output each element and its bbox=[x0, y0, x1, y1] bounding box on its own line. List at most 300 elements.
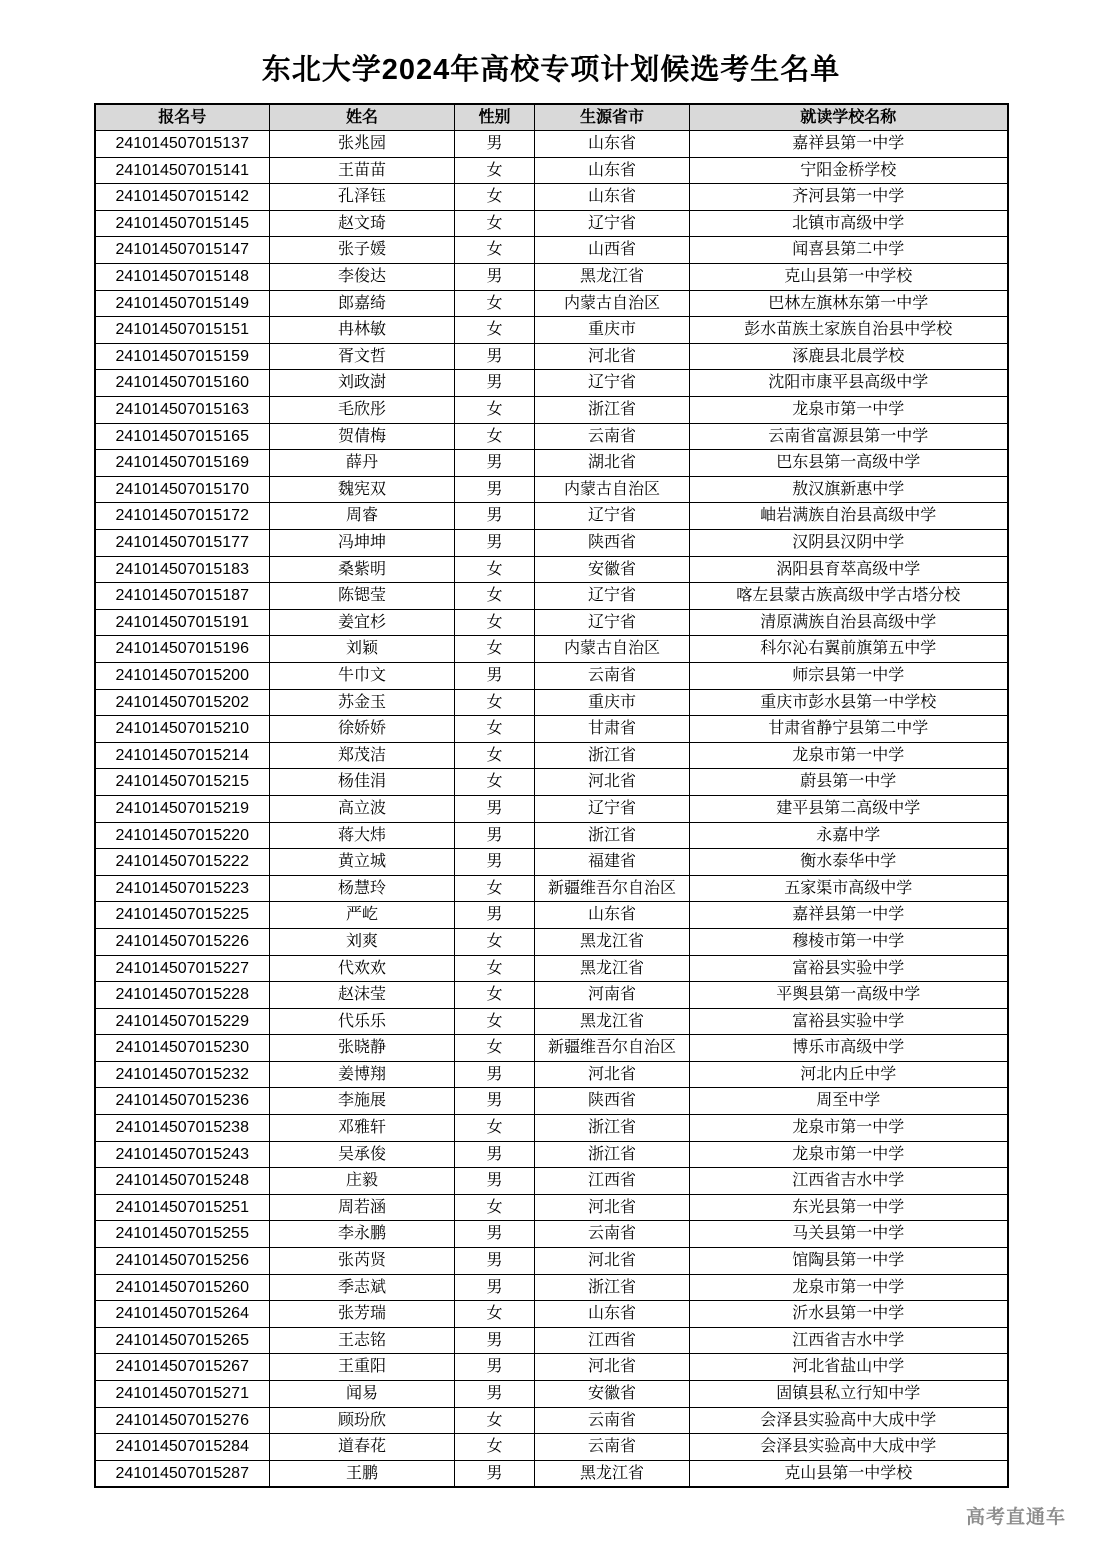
cell-name: 牛巾文 bbox=[270, 662, 455, 689]
cell-gender: 女 bbox=[455, 689, 535, 716]
cell-gender: 男 bbox=[455, 1274, 535, 1301]
cell-reg-no: 241014507015287 bbox=[95, 1460, 270, 1487]
cell-school: 富裕县实验中学 bbox=[690, 955, 1008, 982]
table-row bbox=[95, 556, 1008, 583]
cell-reg-no: 241014507015172 bbox=[95, 503, 270, 530]
cell-school: 岫岩满族自治县高级中学 bbox=[690, 503, 1008, 530]
table-row bbox=[95, 955, 1008, 982]
table-row bbox=[95, 157, 1008, 184]
cell-reg-no: 241014507015148 bbox=[95, 264, 270, 291]
cell-reg-no: 241014507015256 bbox=[95, 1248, 270, 1275]
cell-reg-no: 241014507015145 bbox=[95, 210, 270, 237]
cell-province: 山东省 bbox=[535, 184, 690, 211]
cell-reg-no: 241014507015151 bbox=[95, 317, 270, 344]
table-row bbox=[95, 1221, 1008, 1248]
cell-province: 重庆市 bbox=[535, 689, 690, 716]
cell-name: 张芮贤 bbox=[270, 1248, 455, 1275]
cell-name: 郑茂洁 bbox=[270, 742, 455, 769]
table-head bbox=[95, 104, 1008, 131]
cell-reg-no: 241014507015147 bbox=[95, 237, 270, 264]
cell-school: 嘉祥县第一中学 bbox=[690, 902, 1008, 929]
cell-reg-no: 241014507015228 bbox=[95, 982, 270, 1009]
cell-gender: 女 bbox=[455, 1434, 535, 1461]
cell-name: 刘政澍 bbox=[270, 370, 455, 397]
cell-reg-no: 241014507015169 bbox=[95, 450, 270, 477]
cell-gender: 女 bbox=[455, 290, 535, 317]
cell-province: 辽宁省 bbox=[535, 370, 690, 397]
table-row bbox=[95, 1274, 1008, 1301]
cell-province: 河北省 bbox=[535, 1061, 690, 1088]
column-header-school: 就读学校名称 bbox=[690, 104, 1008, 131]
cell-name: 黄立城 bbox=[270, 849, 455, 876]
cell-gender: 男 bbox=[455, 1221, 535, 1248]
cell-province: 甘肃省 bbox=[535, 716, 690, 743]
cell-name: 张芳瑞 bbox=[270, 1301, 455, 1328]
cell-reg-no: 241014507015223 bbox=[95, 875, 270, 902]
cell-province: 新疆维吾尔自治区 bbox=[535, 1035, 690, 1062]
cell-reg-no: 241014507015226 bbox=[95, 928, 270, 955]
cell-reg-no: 241014507015271 bbox=[95, 1381, 270, 1408]
cell-reg-no: 241014507015200 bbox=[95, 662, 270, 689]
cell-gender: 男 bbox=[455, 1088, 535, 1115]
cell-gender: 女 bbox=[455, 1194, 535, 1221]
table-row bbox=[95, 875, 1008, 902]
cell-name: 李施展 bbox=[270, 1088, 455, 1115]
cell-name: 杨慧玲 bbox=[270, 875, 455, 902]
cell-name: 王苗苗 bbox=[270, 157, 455, 184]
cell-province: 黑龙江省 bbox=[535, 928, 690, 955]
cell-school: 富裕县实验中学 bbox=[690, 1008, 1008, 1035]
cell-reg-no: 241014507015183 bbox=[95, 556, 270, 583]
cell-reg-no: 241014507015170 bbox=[95, 476, 270, 503]
cell-province: 安徽省 bbox=[535, 1381, 690, 1408]
cell-reg-no: 241014507015137 bbox=[95, 131, 270, 158]
table-row bbox=[95, 210, 1008, 237]
cell-reg-no: 241014507015165 bbox=[95, 423, 270, 450]
cell-school: 师宗县第一中学 bbox=[690, 662, 1008, 689]
cell-gender: 女 bbox=[455, 1115, 535, 1142]
cell-school: 巴东县第一高级中学 bbox=[690, 450, 1008, 477]
cell-school: 科尔沁右翼前旗第五中学 bbox=[690, 636, 1008, 663]
cell-reg-no: 241014507015163 bbox=[95, 397, 270, 424]
cell-school: 克山县第一中学校 bbox=[690, 264, 1008, 291]
cell-reg-no: 241014507015215 bbox=[95, 769, 270, 796]
cell-province: 山东省 bbox=[535, 902, 690, 929]
table-row bbox=[95, 131, 1008, 158]
cell-province: 云南省 bbox=[535, 1221, 690, 1248]
cell-province: 陕西省 bbox=[535, 530, 690, 557]
table-row bbox=[95, 237, 1008, 264]
cell-reg-no: 241014507015142 bbox=[95, 184, 270, 211]
cell-gender: 男 bbox=[455, 343, 535, 370]
table-row bbox=[95, 1381, 1008, 1408]
cell-reg-no: 241014507015196 bbox=[95, 636, 270, 663]
cell-school: 江西省吉水中学 bbox=[690, 1168, 1008, 1195]
column-header-reg-no: 报名号 bbox=[95, 104, 270, 131]
table-row bbox=[95, 583, 1008, 610]
cell-gender: 女 bbox=[455, 397, 535, 424]
cell-reg-no: 241014507015160 bbox=[95, 370, 270, 397]
table-row bbox=[95, 317, 1008, 344]
cell-name: 郎嘉绮 bbox=[270, 290, 455, 317]
table-body bbox=[95, 131, 1008, 1487]
cell-reg-no: 241014507015264 bbox=[95, 1301, 270, 1328]
cell-province: 山西省 bbox=[535, 237, 690, 264]
cell-name: 赵文琦 bbox=[270, 210, 455, 237]
cell-name: 周睿 bbox=[270, 503, 455, 530]
cell-school: 五家渠市高级中学 bbox=[690, 875, 1008, 902]
table-row bbox=[95, 343, 1008, 370]
table-row bbox=[95, 264, 1008, 291]
cell-school: 敖汉旗新惠中学 bbox=[690, 476, 1008, 503]
cell-reg-no: 241014507015255 bbox=[95, 1221, 270, 1248]
table-row bbox=[95, 476, 1008, 503]
cell-province: 辽宁省 bbox=[535, 795, 690, 822]
cell-province: 陕西省 bbox=[535, 1088, 690, 1115]
cell-name: 赵沫莹 bbox=[270, 982, 455, 1009]
table-row bbox=[95, 1168, 1008, 1195]
cell-school: 穆棱市第一中学 bbox=[690, 928, 1008, 955]
table-row bbox=[95, 530, 1008, 557]
cell-gender: 女 bbox=[455, 237, 535, 264]
cell-reg-no: 241014507015187 bbox=[95, 583, 270, 610]
cell-name: 道春花 bbox=[270, 1434, 455, 1461]
cell-reg-no: 241014507015220 bbox=[95, 822, 270, 849]
table-row bbox=[95, 1035, 1008, 1062]
column-header-gender: 性别 bbox=[455, 104, 535, 131]
cell-gender: 男 bbox=[455, 662, 535, 689]
cell-gender: 男 bbox=[455, 1327, 535, 1354]
cell-province: 河北省 bbox=[535, 343, 690, 370]
cell-name: 季志斌 bbox=[270, 1274, 455, 1301]
cell-name: 庄毅 bbox=[270, 1168, 455, 1195]
cell-name: 魏宪双 bbox=[270, 476, 455, 503]
cell-school: 周至中学 bbox=[690, 1088, 1008, 1115]
cell-province: 福建省 bbox=[535, 849, 690, 876]
cell-gender: 女 bbox=[455, 955, 535, 982]
cell-school: 云南省富源县第一中学 bbox=[690, 423, 1008, 450]
cell-school: 龙泉市第一中学 bbox=[690, 742, 1008, 769]
cell-province: 山东省 bbox=[535, 1301, 690, 1328]
cell-school: 沂水县第一中学 bbox=[690, 1301, 1008, 1328]
table-row bbox=[95, 1061, 1008, 1088]
cell-school: 重庆市彭水县第一中学校 bbox=[690, 689, 1008, 716]
cell-school: 江西省吉水中学 bbox=[690, 1327, 1008, 1354]
cell-gender: 男 bbox=[455, 370, 535, 397]
cell-gender: 女 bbox=[455, 210, 535, 237]
table-row bbox=[95, 1008, 1008, 1035]
cell-reg-no: 241014507015284 bbox=[95, 1434, 270, 1461]
column-header-name: 姓名 bbox=[270, 104, 455, 131]
table-row bbox=[95, 1301, 1008, 1328]
cell-reg-no: 241014507015225 bbox=[95, 902, 270, 929]
cell-school: 博乐市高级中学 bbox=[690, 1035, 1008, 1062]
cell-name: 李永鹏 bbox=[270, 1221, 455, 1248]
cell-name: 苏金玉 bbox=[270, 689, 455, 716]
table-row bbox=[95, 1460, 1008, 1487]
cell-reg-no: 241014507015229 bbox=[95, 1008, 270, 1035]
cell-gender: 女 bbox=[455, 556, 535, 583]
cell-name: 杨佳涓 bbox=[270, 769, 455, 796]
cell-school: 龙泉市第一中学 bbox=[690, 1115, 1008, 1142]
cell-gender: 男 bbox=[455, 1168, 535, 1195]
cell-name: 姜博翔 bbox=[270, 1061, 455, 1088]
cell-gender: 男 bbox=[455, 131, 535, 158]
cell-province: 黑龙江省 bbox=[535, 955, 690, 982]
cell-reg-no: 241014507015219 bbox=[95, 795, 270, 822]
cell-name: 姜宜杉 bbox=[270, 609, 455, 636]
cell-name: 孔泽钰 bbox=[270, 184, 455, 211]
cell-reg-no: 241014507015191 bbox=[95, 609, 270, 636]
cell-school: 河北内丘中学 bbox=[690, 1061, 1008, 1088]
cell-name: 桑紫明 bbox=[270, 556, 455, 583]
page-title: 东北大学2024年高校专项计划候选考生名单 bbox=[261, 54, 841, 86]
cell-school: 蔚县第一中学 bbox=[690, 769, 1008, 796]
table-row bbox=[95, 902, 1008, 929]
cell-name: 闻易 bbox=[270, 1381, 455, 1408]
cell-gender: 女 bbox=[455, 609, 535, 636]
table-row bbox=[95, 636, 1008, 663]
cell-province: 黑龙江省 bbox=[535, 1008, 690, 1035]
cell-gender: 女 bbox=[455, 1008, 535, 1035]
cell-reg-no: 241014507015227 bbox=[95, 955, 270, 982]
cell-gender: 女 bbox=[455, 1301, 535, 1328]
table-row bbox=[95, 689, 1008, 716]
cell-gender: 男 bbox=[455, 450, 535, 477]
cell-name: 徐娇娇 bbox=[270, 716, 455, 743]
cell-reg-no: 241014507015210 bbox=[95, 716, 270, 743]
column-header-province: 生源省市 bbox=[535, 104, 690, 131]
table-row bbox=[95, 1115, 1008, 1142]
cell-gender: 女 bbox=[455, 982, 535, 1009]
cell-name: 严屹 bbox=[270, 902, 455, 929]
cell-name: 吴承俊 bbox=[270, 1141, 455, 1168]
table-row bbox=[95, 742, 1008, 769]
cell-gender: 女 bbox=[455, 742, 535, 769]
cell-gender: 男 bbox=[455, 849, 535, 876]
candidate-table bbox=[94, 103, 1009, 1488]
cell-school: 龙泉市第一中学 bbox=[690, 397, 1008, 424]
table-row bbox=[95, 184, 1008, 211]
cell-school: 固镇县私立行知中学 bbox=[690, 1381, 1008, 1408]
cell-province: 山东省 bbox=[535, 131, 690, 158]
cell-reg-no: 241014507015222 bbox=[95, 849, 270, 876]
cell-school: 涿鹿县北晨学校 bbox=[690, 343, 1008, 370]
cell-reg-no: 241014507015276 bbox=[95, 1407, 270, 1434]
cell-reg-no: 241014507015214 bbox=[95, 742, 270, 769]
cell-province: 浙江省 bbox=[535, 822, 690, 849]
cell-province: 浙江省 bbox=[535, 1274, 690, 1301]
cell-school: 彭水苗族土家族自治县中学校 bbox=[690, 317, 1008, 344]
table-row bbox=[95, 1141, 1008, 1168]
cell-name: 王鹏 bbox=[270, 1460, 455, 1487]
table-row bbox=[95, 769, 1008, 796]
cell-school: 沈阳市康平县高级中学 bbox=[690, 370, 1008, 397]
cell-school: 会泽县实验高中大成中学 bbox=[690, 1407, 1008, 1434]
cell-school: 嘉祥县第一中学 bbox=[690, 131, 1008, 158]
cell-school: 涡阳县育萃高级中学 bbox=[690, 556, 1008, 583]
cell-reg-no: 241014507015141 bbox=[95, 157, 270, 184]
cell-province: 内蒙古自治区 bbox=[535, 290, 690, 317]
cell-province: 江西省 bbox=[535, 1168, 690, 1195]
cell-gender: 女 bbox=[455, 157, 535, 184]
table-row bbox=[95, 1327, 1008, 1354]
cell-gender: 女 bbox=[455, 583, 535, 610]
cell-reg-no: 241014507015238 bbox=[95, 1115, 270, 1142]
table-row bbox=[95, 662, 1008, 689]
cell-name: 王重阳 bbox=[270, 1354, 455, 1381]
cell-name: 冯坤坤 bbox=[270, 530, 455, 557]
cell-school: 永嘉中学 bbox=[690, 822, 1008, 849]
cell-gender: 男 bbox=[455, 1354, 535, 1381]
cell-name: 薛丹 bbox=[270, 450, 455, 477]
cell-school: 馆陶县第一中学 bbox=[690, 1248, 1008, 1275]
cell-province: 黑龙江省 bbox=[535, 264, 690, 291]
table-header-row bbox=[95, 104, 1008, 131]
cell-school: 甘肃省静宁县第二中学 bbox=[690, 716, 1008, 743]
cell-name: 毛欣彤 bbox=[270, 397, 455, 424]
cell-school: 北镇市高级中学 bbox=[690, 210, 1008, 237]
table-row bbox=[95, 290, 1008, 317]
cell-gender: 女 bbox=[455, 928, 535, 955]
table-row bbox=[95, 1088, 1008, 1115]
cell-gender: 男 bbox=[455, 476, 535, 503]
cell-name: 邓雅轩 bbox=[270, 1115, 455, 1142]
cell-province: 辽宁省 bbox=[535, 503, 690, 530]
cell-school: 龙泉市第一中学 bbox=[690, 1274, 1008, 1301]
cell-name: 顾玢欣 bbox=[270, 1407, 455, 1434]
table-row bbox=[95, 822, 1008, 849]
cell-gender: 女 bbox=[455, 1035, 535, 1062]
cell-gender: 女 bbox=[455, 423, 535, 450]
cell-province: 安徽省 bbox=[535, 556, 690, 583]
cell-name: 刘颖 bbox=[270, 636, 455, 663]
cell-gender: 男 bbox=[455, 264, 535, 291]
cell-name: 王志铭 bbox=[270, 1327, 455, 1354]
cell-name: 胥文哲 bbox=[270, 343, 455, 370]
cell-name: 贺倩梅 bbox=[270, 423, 455, 450]
table-row bbox=[95, 982, 1008, 1009]
cell-name: 张子媛 bbox=[270, 237, 455, 264]
cell-province: 河北省 bbox=[535, 1248, 690, 1275]
cell-province: 黑龙江省 bbox=[535, 1460, 690, 1487]
cell-gender: 女 bbox=[455, 636, 535, 663]
cell-school: 巴林左旗林东第一中学 bbox=[690, 290, 1008, 317]
cell-school: 马关县第一中学 bbox=[690, 1221, 1008, 1248]
cell-reg-no: 241014507015232 bbox=[95, 1061, 270, 1088]
cell-name: 张晓静 bbox=[270, 1035, 455, 1062]
cell-school: 清原满族自治县高级中学 bbox=[690, 609, 1008, 636]
cell-reg-no: 241014507015265 bbox=[95, 1327, 270, 1354]
cell-province: 内蒙古自治区 bbox=[535, 636, 690, 663]
cell-province: 辽宁省 bbox=[535, 609, 690, 636]
cell-school: 龙泉市第一中学 bbox=[690, 1141, 1008, 1168]
table-row bbox=[95, 370, 1008, 397]
cell-reg-no: 241014507015267 bbox=[95, 1354, 270, 1381]
cell-school: 宁阳金桥学校 bbox=[690, 157, 1008, 184]
cell-gender: 女 bbox=[455, 1407, 535, 1434]
cell-province: 云南省 bbox=[535, 423, 690, 450]
table-row bbox=[95, 1248, 1008, 1275]
cell-province: 云南省 bbox=[535, 1434, 690, 1461]
cell-reg-no: 241014507015236 bbox=[95, 1088, 270, 1115]
cell-reg-no: 241014507015260 bbox=[95, 1274, 270, 1301]
cell-gender: 男 bbox=[455, 1141, 535, 1168]
cell-province: 辽宁省 bbox=[535, 583, 690, 610]
cell-school: 齐河县第一中学 bbox=[690, 184, 1008, 211]
cell-name: 李俊达 bbox=[270, 264, 455, 291]
cell-gender: 男 bbox=[455, 1061, 535, 1088]
cell-province: 云南省 bbox=[535, 1407, 690, 1434]
table-row bbox=[95, 928, 1008, 955]
watermark: 高考直通车 bbox=[965, 1507, 1066, 1528]
cell-name: 刘爽 bbox=[270, 928, 455, 955]
cell-school: 克山县第一中学校 bbox=[690, 1460, 1008, 1487]
cell-reg-no: 241014507015230 bbox=[95, 1035, 270, 1062]
cell-province: 河北省 bbox=[535, 1354, 690, 1381]
table-row bbox=[95, 795, 1008, 822]
cell-province: 山东省 bbox=[535, 157, 690, 184]
cell-gender: 女 bbox=[455, 875, 535, 902]
cell-school: 河北省盐山中学 bbox=[690, 1354, 1008, 1381]
cell-gender: 女 bbox=[455, 716, 535, 743]
cell-province: 新疆维吾尔自治区 bbox=[535, 875, 690, 902]
table-row bbox=[95, 1407, 1008, 1434]
cell-province: 重庆市 bbox=[535, 317, 690, 344]
table-row bbox=[95, 609, 1008, 636]
cell-province: 浙江省 bbox=[535, 1115, 690, 1142]
cell-gender: 男 bbox=[455, 902, 535, 929]
table-row bbox=[95, 1194, 1008, 1221]
cell-province: 浙江省 bbox=[535, 1141, 690, 1168]
cell-province: 云南省 bbox=[535, 662, 690, 689]
cell-gender: 男 bbox=[455, 795, 535, 822]
table-row bbox=[95, 503, 1008, 530]
cell-province: 内蒙古自治区 bbox=[535, 476, 690, 503]
table-row bbox=[95, 450, 1008, 477]
cell-reg-no: 241014507015202 bbox=[95, 689, 270, 716]
cell-school: 衡水泰华中学 bbox=[690, 849, 1008, 876]
cell-reg-no: 241014507015159 bbox=[95, 343, 270, 370]
cell-school: 喀左县蒙古族高级中学古塔分校 bbox=[690, 583, 1008, 610]
cell-name: 代乐乐 bbox=[270, 1008, 455, 1035]
cell-gender: 女 bbox=[455, 769, 535, 796]
cell-gender: 男 bbox=[455, 503, 535, 530]
cell-province: 浙江省 bbox=[535, 397, 690, 424]
cell-school: 闻喜县第二中学 bbox=[690, 237, 1008, 264]
table-row bbox=[95, 423, 1008, 450]
cell-school: 汉阴县汉阴中学 bbox=[690, 530, 1008, 557]
table-row bbox=[95, 1434, 1008, 1461]
cell-province: 辽宁省 bbox=[535, 210, 690, 237]
cell-name: 陈锶莹 bbox=[270, 583, 455, 610]
cell-gender: 男 bbox=[455, 1460, 535, 1487]
cell-gender: 男 bbox=[455, 530, 535, 557]
cell-gender: 男 bbox=[455, 822, 535, 849]
cell-name: 高立波 bbox=[270, 795, 455, 822]
cell-reg-no: 241014507015149 bbox=[95, 290, 270, 317]
table-row bbox=[95, 716, 1008, 743]
cell-province: 河北省 bbox=[535, 769, 690, 796]
cell-school: 平舆县第一高级中学 bbox=[690, 982, 1008, 1009]
cell-province: 湖北省 bbox=[535, 450, 690, 477]
cell-school: 会泽县实验高中大成中学 bbox=[690, 1434, 1008, 1461]
cell-province: 浙江省 bbox=[535, 742, 690, 769]
cell-reg-no: 241014507015243 bbox=[95, 1141, 270, 1168]
cell-province: 河南省 bbox=[535, 982, 690, 1009]
cell-reg-no: 241014507015177 bbox=[95, 530, 270, 557]
table-row bbox=[95, 397, 1008, 424]
